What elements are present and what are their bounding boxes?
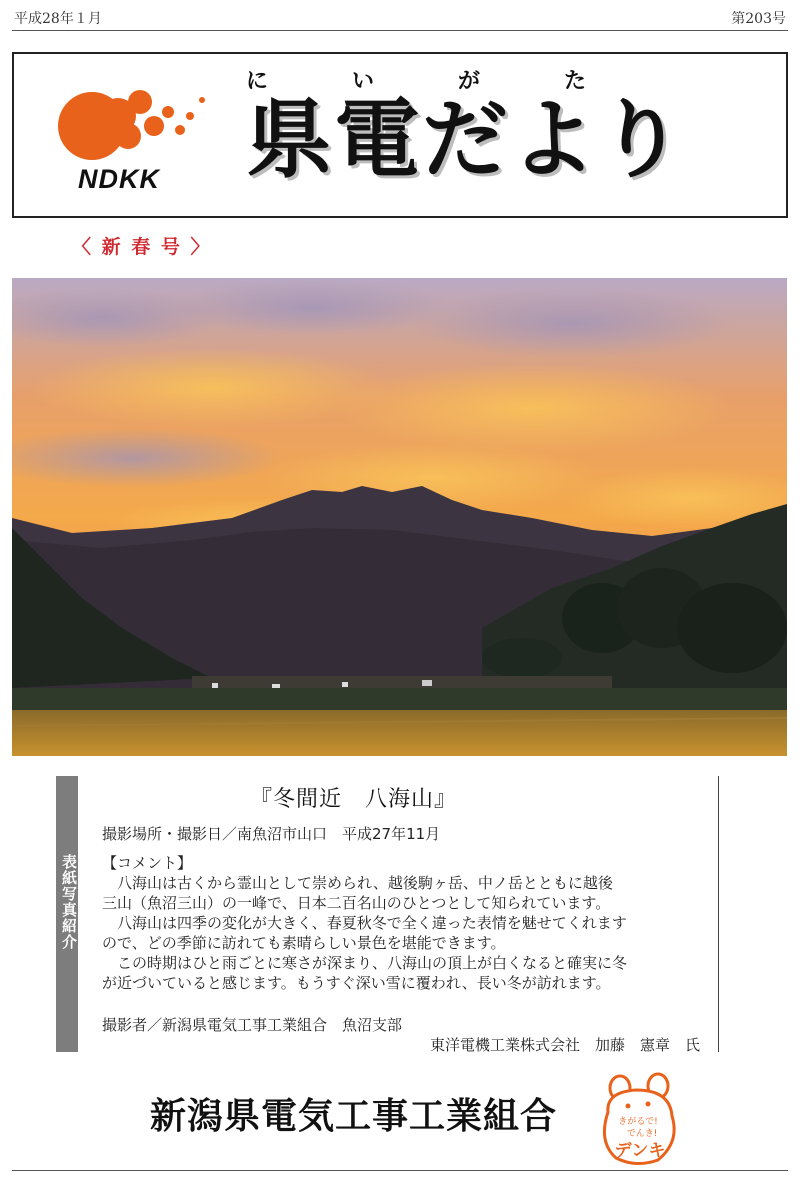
ruby-char: に: [246, 69, 269, 94]
comment-line: 三山（魚沼三山）の一峰で、日本二百名山のひとつとして知られています。: [102, 894, 611, 912]
comment-heading: 【コメント】: [102, 854, 193, 872]
mascot-text: きがるで!: [618, 1117, 658, 1127]
photo-title: 『冬間近 八海山』: [250, 787, 458, 812]
logo-text: NDKK: [78, 164, 160, 194]
issue-date: 平成28年１月: [14, 11, 102, 27]
mountain-sunset-image: [12, 278, 787, 756]
newsletter-title: 県電だより: [246, 90, 686, 190]
organization-name: 新潟県電気工事工業組合: [150, 1096, 558, 1137]
mascot-icon: [596, 1072, 686, 1168]
ndkk-logo-icon: [54, 82, 224, 162]
photographer-line: 撮影者／新潟県電気工事工業組合 魚沼支部: [102, 1016, 403, 1034]
ruby-char: た: [563, 69, 586, 94]
ruby-char: い: [351, 69, 374, 94]
ruby-char: が: [457, 69, 480, 94]
mascot-name: デンキ: [614, 1141, 666, 1161]
comment-line: が近づいていると感じます。もうすぐ深い雪に覆われ、長い冬が訪れます。: [102, 974, 611, 992]
top-divider: [12, 30, 788, 31]
caption-tab: [56, 776, 78, 1052]
masthead: [12, 52, 788, 218]
issue-label: 〈 新 春 号 〉: [72, 236, 212, 258]
company-line: 東洋電機工業株式会社 加藤 憲章 氏: [429, 1036, 700, 1054]
comment-line: 八海山は古くから霊山として崇められ、越後駒ヶ岳、中ノ岳とともに越後: [102, 874, 613, 892]
caption-divider: [718, 776, 719, 1052]
cover-photo: [12, 278, 787, 756]
comment-line: ので、どの季節に訪れても素晴らしい景色を堪能できます。: [102, 934, 506, 952]
caption-tab-label: 表紙写真紹介: [60, 854, 78, 950]
issue-number: 第203号: [731, 11, 786, 27]
comment-line: この時期はひと雨ごとに寒さが深まり、八海山の頂上が白くなると確実に冬: [102, 954, 628, 972]
mascot-text: でんき!: [626, 1129, 658, 1139]
location-line: 撮影場所・撮影日／南魚沼市山口 平成27年11月: [102, 825, 441, 843]
comment-line: 八海山は四季の変化が大きく、春夏秋冬で全く違った表情を魅せてくれます: [102, 914, 627, 932]
bottom-divider: [12, 1170, 788, 1171]
